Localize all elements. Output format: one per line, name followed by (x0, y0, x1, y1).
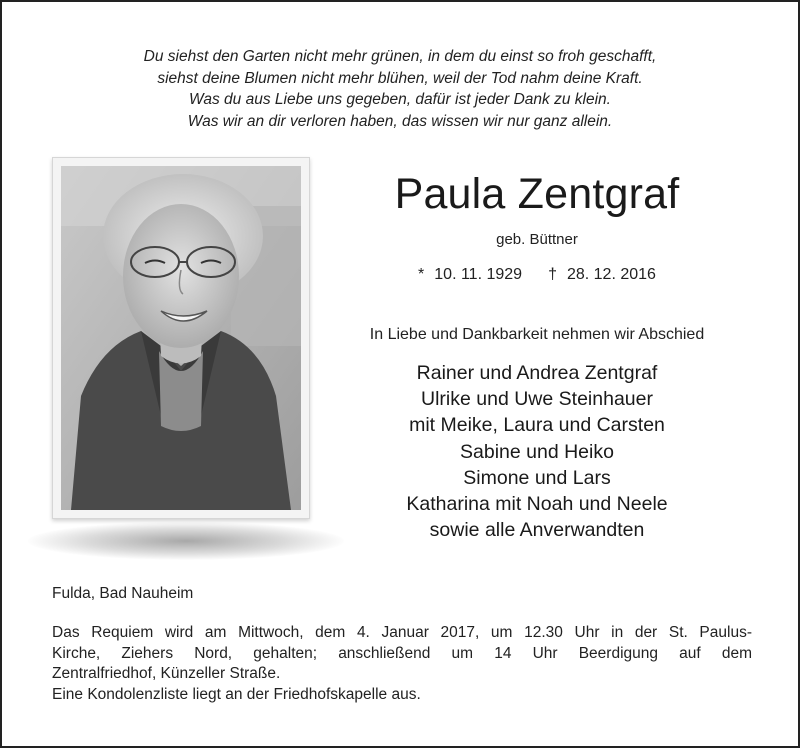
mourner-line: Katharina mit Noah und Neele (406, 493, 668, 516)
death-date: 28. 12. 2016 (566, 266, 656, 283)
poem-line: siehst deine Blumen nicht mehr blühen, weil der Tod nahm deine Kraft. (157, 69, 643, 87)
poem-line: Was wir an dir verloren haben, das wissen wir nur ganz allein. (187, 112, 613, 130)
farewell-line: In Liebe und Dankbarkeit nehmen wir Abschied (369, 326, 705, 343)
condolence-note: Eine Kondolenzliste liegt an der Friedhofskapelle aus. (52, 686, 421, 703)
poem-line: Du siehst den Garten nicht mehr grünen, in dem du einst so froh geschafft, (143, 48, 657, 65)
birth-date: 10. 11. 1929 (434, 266, 523, 283)
mourner-line: Simone und Lars (463, 466, 611, 489)
photo-shadow (28, 522, 344, 560)
life-dates (342, 266, 732, 284)
mourner-line: Sabine und Heiko (460, 440, 614, 463)
death-cross-icon: † (548, 266, 557, 283)
deceased-name: Paula Zentgraf (394, 170, 680, 218)
birth-symbol: * (418, 266, 425, 283)
mourners-list (342, 360, 732, 543)
birth-name: geb. Büttner (496, 231, 578, 248)
notice-line: Das Requiem wird am Mittwoch, dem 4. Januar 2017, um 12.30 Uhr in der St. Paulus- (52, 624, 752, 641)
funeral-notice (52, 623, 752, 685)
mourner-line: Rainer und Andrea Zentgraf (416, 362, 658, 384)
notice-line: Kirche, Ziehers Nord, gehalten; anschließend um 14 Uhr Beerdigung auf dem (52, 644, 752, 662)
mourner-line: mit Meike, Laura und Carsten (409, 414, 665, 437)
mourner-line: Ulrike und Uwe Steinhauer (421, 388, 653, 411)
notice-line: Zentralfriedhof, Künzeller Straße. (52, 665, 281, 682)
mourner-line: sowie alle Anverwandten (429, 519, 645, 542)
poem (2, 46, 798, 132)
place-line: Fulda, Bad Nauheim (52, 585, 194, 602)
poem-line: Was du aus Liebe uns gegeben, dafür ist jeder Dank zu klein. (189, 91, 611, 108)
portrait-photo (52, 157, 310, 519)
portrait-image (61, 166, 301, 510)
